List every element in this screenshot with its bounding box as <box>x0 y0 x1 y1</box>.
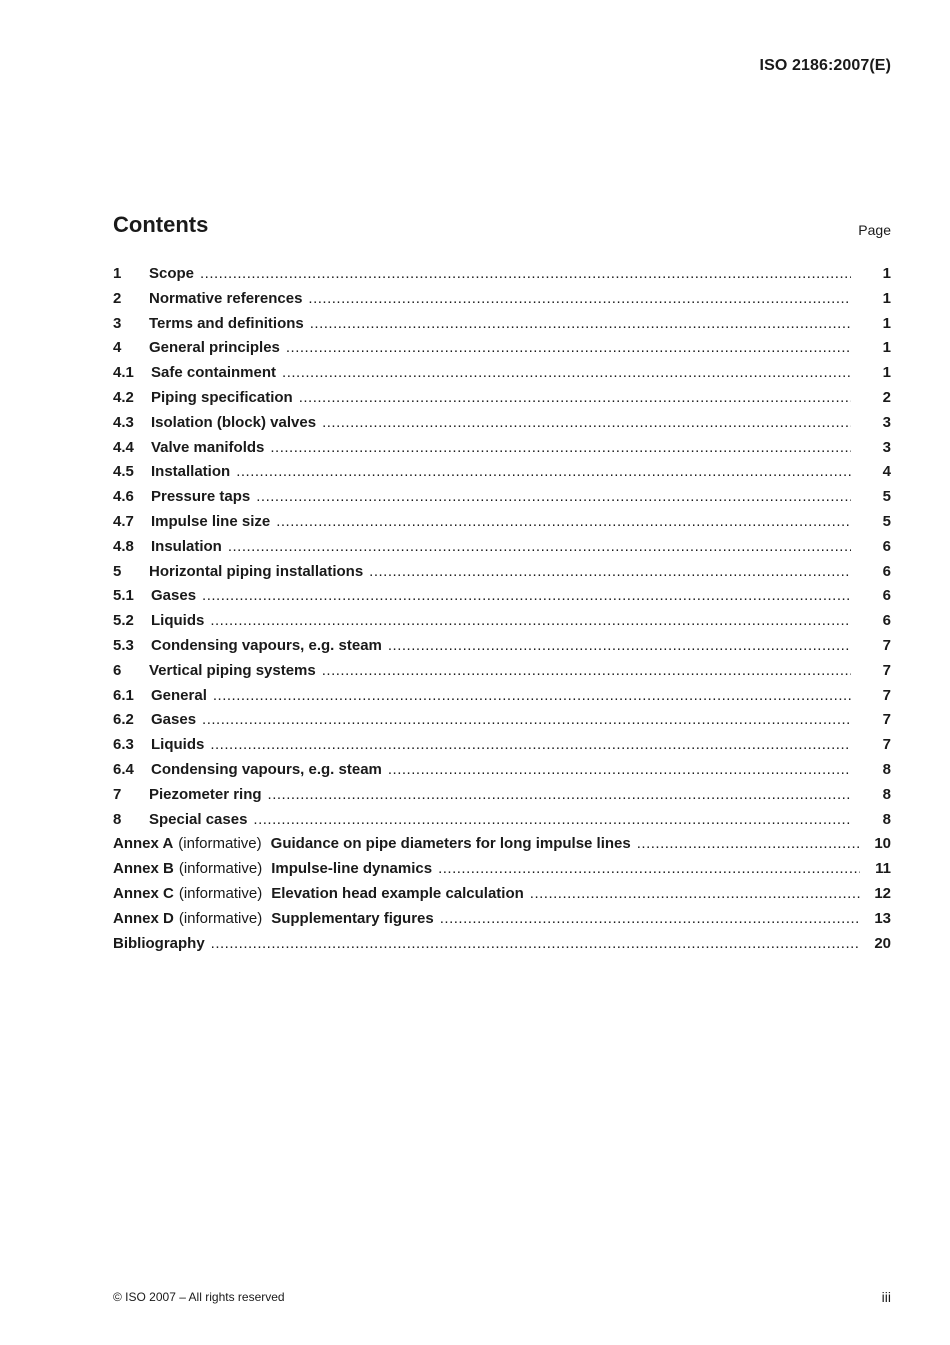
dot-leader <box>637 835 860 852</box>
toc-entry-number: 4.4 <box>113 438 134 456</box>
dot-leader <box>388 761 851 778</box>
toc-entry-2[interactable] <box>113 290 891 315</box>
toc-annex-b[interactable] <box>113 860 891 885</box>
page-number: iii <box>881 1289 891 1305</box>
dot-leader <box>276 513 851 530</box>
toc-entry-number: 4.8 <box>113 537 134 555</box>
toc-entry-6[interactable] <box>113 662 891 687</box>
toc-entry-number: 4.7 <box>113 512 134 530</box>
toc-entry-number: 4.2 <box>113 388 134 406</box>
toc-entry-page: 6 <box>882 612 891 630</box>
toc-entry-number: 6 <box>113 661 122 679</box>
toc-entry-page: 1 <box>882 289 891 307</box>
dot-leader <box>210 612 851 629</box>
dot-leader <box>268 786 851 803</box>
toc-entry-title: Pressure taps <box>151 488 251 506</box>
annex-page: 13 <box>874 909 891 927</box>
page-column-label: Page <box>858 222 891 238</box>
dot-leader <box>270 439 851 456</box>
toc-entry-4-8[interactable] <box>113 538 891 563</box>
dot-leader <box>322 414 851 431</box>
toc-entry-title: Terms and definitions <box>149 314 304 332</box>
toc-entry-page: 6 <box>882 537 891 555</box>
toc-entry-title: Liquids <box>151 612 205 630</box>
dot-leader <box>202 587 851 604</box>
toc-entry-title: Scope <box>149 265 195 282</box>
toc-entry-5-3[interactable] <box>113 637 891 662</box>
toc-entry-page: 5 <box>882 512 891 530</box>
toc-entry-title: Valve manifolds <box>151 438 265 456</box>
toc-annex-a[interactable] <box>113 835 891 860</box>
toc-entry-4-2[interactable] <box>113 389 891 414</box>
toc-entry-4-5[interactable] <box>113 463 891 488</box>
document-id: ISO 2186:2007(E) <box>759 57 891 74</box>
toc-entry-5[interactable] <box>113 563 891 588</box>
toc-entry-title: Condensing vapours, e.g. steam <box>151 760 382 778</box>
toc-entry-7[interactable] <box>113 786 891 811</box>
toc-entry-6-3[interactable] <box>113 736 891 761</box>
annex-type: (informative) <box>178 835 262 853</box>
bibliography-title: Bibliography <box>113 934 205 952</box>
toc-bibliography[interactable] <box>113 935 891 960</box>
annex-type: (informative) <box>178 884 263 902</box>
toc-entry-title: Horizontal piping installations <box>149 562 364 580</box>
dot-leader <box>299 389 851 406</box>
toc-entry-number: 1 <box>113 265 122 282</box>
annex-title: Elevation head example calculation <box>271 884 524 902</box>
toc-entry-number: 4.5 <box>113 463 134 481</box>
dot-leader <box>322 662 851 679</box>
annex-label: Annex A <box>113 835 174 853</box>
toc-entry-number: 5.2 <box>113 612 134 630</box>
toc-entry-page: 1 <box>882 339 891 357</box>
toc-annex-d[interactable] <box>113 910 891 935</box>
annex-page: 12 <box>874 884 891 902</box>
toc-entry-number: 7 <box>113 785 122 803</box>
toc-entry-number: 5.1 <box>113 587 134 605</box>
annex-title: Supplementary figures <box>271 909 434 927</box>
toc-entry-page: 7 <box>882 711 891 729</box>
dot-leader <box>236 463 851 480</box>
toc-entry-1[interactable] <box>113 265 891 290</box>
toc-entry-number: 5.3 <box>113 636 134 654</box>
toc-entry-number: 5 <box>113 562 122 580</box>
dot-leader <box>286 339 851 356</box>
dot-leader <box>282 364 851 381</box>
toc-entry-page: 8 <box>882 760 891 778</box>
toc-entry-title: Piezometer ring <box>149 785 262 803</box>
toc-entry-page: 7 <box>882 686 891 704</box>
toc-entry-8[interactable] <box>113 811 891 836</box>
toc-entry-title: Special cases <box>149 810 248 828</box>
dot-leader <box>211 935 860 952</box>
bibliography-page: 20 <box>874 934 891 952</box>
toc-entry-page: 8 <box>882 785 891 803</box>
toc-annex-c[interactable] <box>113 885 891 910</box>
toc-entry-3[interactable] <box>113 315 891 340</box>
toc-entry-page: 6 <box>882 587 891 605</box>
toc-entry-page: 4 <box>882 463 891 481</box>
toc-entry-title: Gases <box>151 587 197 605</box>
toc-entry-page: 6 <box>882 562 891 580</box>
toc-entry-5-1[interactable] <box>113 587 891 612</box>
toc-entry-6-4[interactable] <box>113 761 891 786</box>
annex-page: 11 <box>875 860 891 878</box>
annex-type: (informative) <box>178 860 263 878</box>
toc-entry-page: 1 <box>882 265 891 282</box>
dot-leader <box>369 563 851 580</box>
toc-entry-number: 3 <box>113 314 122 332</box>
toc-entry-title: General <box>151 686 207 704</box>
copyright-notice: © ISO 2007 – All rights reserved <box>113 1290 285 1304</box>
toc-entry-page: 7 <box>882 661 891 679</box>
annex-label: Annex D <box>113 909 174 927</box>
toc-entry-title: Isolation (block) valves <box>151 413 317 431</box>
dot-leader <box>388 637 851 654</box>
toc-entry-number: 4.1 <box>113 364 134 382</box>
toc-entry-number: 4 <box>113 339 122 357</box>
annex-page: 10 <box>874 835 891 853</box>
toc-entry-page: 8 <box>882 810 891 828</box>
toc-entry-title: Gases <box>151 711 197 729</box>
annex-label: Annex C <box>113 884 174 902</box>
toc-entry-number: 4.3 <box>113 413 134 431</box>
toc-entry-number: 6.3 <box>113 736 134 754</box>
toc-entry-number: 6.2 <box>113 711 134 729</box>
toc-entry-title: Condensing vapours, e.g. steam <box>151 636 382 654</box>
toc-entry-title: Insulation <box>151 537 222 555</box>
toc-entry-title: Piping specification <box>151 388 293 406</box>
toc-entry-title: Safe containment <box>151 364 277 382</box>
contents-title: Contents <box>113 212 209 237</box>
dot-leader <box>213 687 851 704</box>
toc-entry-4-3[interactable] <box>113 414 891 439</box>
table-of-contents <box>113 265 891 959</box>
toc-entry-title: Impulse line size <box>151 512 271 530</box>
annex-type: (informative) <box>178 909 263 927</box>
dot-leader <box>438 860 860 877</box>
toc-entry-title: Liquids <box>151 736 205 754</box>
toc-entry-page: 3 <box>882 413 891 431</box>
toc-entry-6-1[interactable] <box>113 687 891 712</box>
toc-entry-4-4[interactable] <box>113 439 891 464</box>
toc-entry-4-6[interactable] <box>113 488 891 513</box>
dot-leader <box>530 885 860 902</box>
toc-entry-page: 7 <box>882 636 891 654</box>
toc-entry-5-2[interactable] <box>113 612 891 637</box>
dot-leader <box>256 488 851 505</box>
toc-entry-4[interactable] <box>113 339 891 364</box>
dot-leader <box>202 711 851 728</box>
toc-entry-number: 6.4 <box>113 760 134 778</box>
annex-label: Annex B <box>113 860 174 878</box>
toc-entry-page: 3 <box>882 438 891 456</box>
contents-header <box>113 212 891 242</box>
toc-entry-page: 5 <box>882 488 891 506</box>
toc-entry-number: 6.1 <box>113 686 134 704</box>
toc-entry-page: 1 <box>882 314 891 332</box>
toc-entry-title: Vertical piping systems <box>149 661 316 679</box>
dot-leader <box>210 736 851 753</box>
toc-entry-4-7[interactable] <box>113 513 891 538</box>
toc-entry-page: 1 <box>882 364 891 382</box>
dot-leader <box>228 538 851 555</box>
dot-leader <box>440 910 860 927</box>
toc-entry-4-1[interactable] <box>113 364 891 389</box>
toc-entry-page: 7 <box>882 736 891 754</box>
dot-leader <box>253 811 851 828</box>
toc-entry-number: 4.6 <box>113 488 134 506</box>
toc-entry-number: 8 <box>113 810 122 828</box>
annex-title: Guidance on pipe diameters for long impulse lines <box>270 835 631 853</box>
toc-entry-number: 2 <box>113 289 122 307</box>
dot-leader <box>310 315 851 332</box>
dot-leader <box>200 265 851 282</box>
toc-entry-page: 2 <box>882 388 891 406</box>
annex-title: Impulse-line dynamics <box>271 860 433 878</box>
dot-leader <box>308 290 851 307</box>
toc-entry-title: Normative references <box>149 289 303 307</box>
toc-entry-6-2[interactable] <box>113 711 891 736</box>
toc-entry-title: General principles <box>149 339 280 357</box>
toc-entry-title: Installation <box>151 463 231 481</box>
